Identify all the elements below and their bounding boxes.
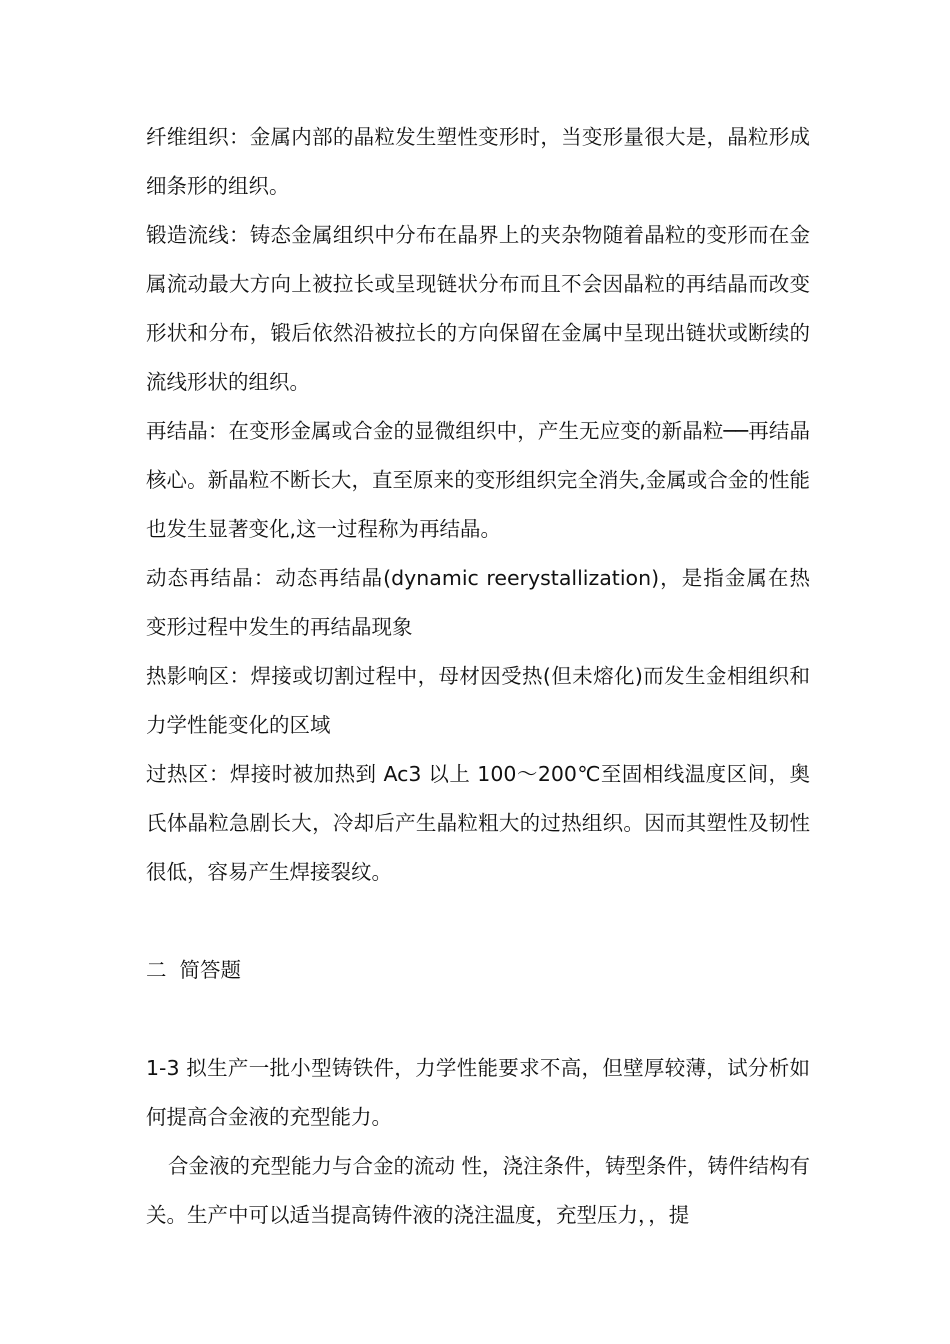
section-heading: 二 简答题 xyxy=(146,958,242,982)
spacer xyxy=(146,897,810,946)
definition-recrystallization: 再结晶：在变形金属或合金的显微组织中，产生无应变的新晶粒──再结晶核心。新晶粒不断长大，直至原来的变形组织完全消失,金属或合金的性能也发生显著变化,这一过程称为再结晶。 xyxy=(146,419,810,541)
question-1-3: 1-3 拟生产一批小型铸铁件，力学性能要求不高，但壁厚较薄，试分析如何提高合金液的充型能力。 xyxy=(146,1056,810,1129)
document-body xyxy=(146,113,810,1240)
answer-1-3: 合金液的充型能力与合金的流动 性，浇注条件，铸型条件，铸件结构有关。生产中可以适当提高铸件液的浇注温度，充型压力，，提 xyxy=(146,1154,811,1227)
definition-fiber-structure: 纤维组织：金属内部的晶粒发生塑性变形时，当变形量很大是，晶粒形成细条形的组织。 xyxy=(146,125,810,198)
definition-overheated-zone: 过热区：焊接时被加热到 Ac3 以上 100～200℃至固相线温度区间，奥氏体晶粒急剧长大，冷却后产生晶粒粗大的过热组织。因而其塑性及韧性很低，容易产生焊接裂纹。 xyxy=(146,762,810,884)
definition-heat-affected-zone: 热影响区：焊接或切割过程中，母材因受热(但未熔化)而发生金相组织和力学性能变化的区域 xyxy=(146,664,810,737)
definition-forging-flow-line: 锻造流线：铸态金属组织中分布在晶界上的夹杂物随着晶粒的变形而在金属流动最大方向上被拉长或呈现链状分布而且不会因晶粒的再结晶而改变形状和分布，锻后依然沿被拉长的方向保留在金属中呈现出链状或断续的流线形状的组织。 xyxy=(146,223,810,394)
definition-dynamic-recrystallization: 动态再结晶：动态再结晶(dynamic reerystallization)，是指金属在热变形过程中发生的再结晶现象 xyxy=(146,566,810,639)
spacer xyxy=(146,995,810,1044)
